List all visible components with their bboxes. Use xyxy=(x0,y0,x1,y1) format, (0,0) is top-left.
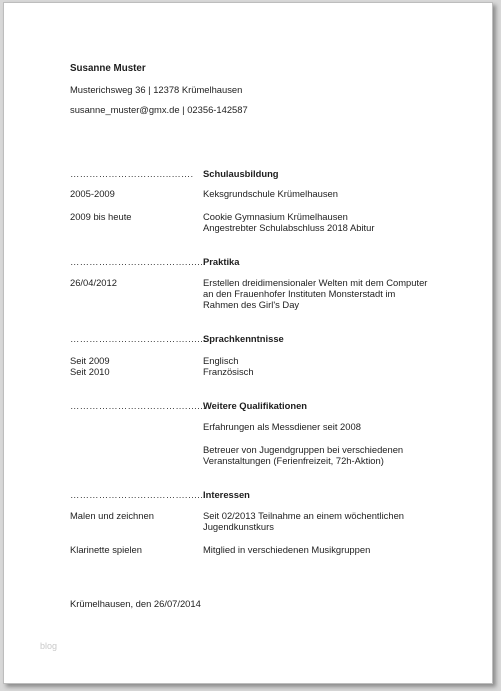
entry-date: 2009 bis heute xyxy=(70,211,132,222)
section-divider-dots: ……………………………….…... xyxy=(70,400,206,411)
section-divider-dots: ……………………………….…... xyxy=(70,333,206,344)
applicant-address: Musterichsweg 36 | 12378 Krümelhausen xyxy=(70,84,243,95)
entry-text: Erstellen dreidimensionaler Welten mit dem Computer xyxy=(203,277,428,288)
section-heading-interessen: Interessen xyxy=(203,489,250,500)
section-heading-praktika: Praktika xyxy=(203,256,240,267)
entry-text: Cookie Gymnasium Krümelhausen xyxy=(203,211,348,222)
entry-date: Klarinette spielen xyxy=(70,544,142,555)
section-heading-sprachkenntnisse: Sprachkenntnisse xyxy=(203,333,284,344)
entry-text: Veranstaltungen (Ferienfreizeit, 72h-Aktion) xyxy=(203,455,384,466)
entry-date: 2005-2009 xyxy=(70,188,115,199)
entry-text: Mitglied in verschiedenen Musikgruppen xyxy=(203,544,371,555)
entry-text: Angestrebter Schulabschluss 2018 Abitur xyxy=(203,222,375,233)
entry-text: Keksgrundschule Krümelhausen xyxy=(203,188,338,199)
entry-text: Englisch xyxy=(203,355,239,366)
section-heading-qualifikationen: Weitere Qualifikationen xyxy=(203,400,308,411)
entry-text: Rahmen des Girl's Day xyxy=(203,299,300,310)
entry-text: Seit 02/2013 Teilnahme an einem wöchentlichen xyxy=(203,510,405,521)
entry-date: Malen und zeichnen xyxy=(70,510,154,521)
cv-page xyxy=(3,2,493,684)
section-heading-schulausbildung: Schulausbildung xyxy=(203,168,279,179)
entry-text: Französisch xyxy=(203,366,254,377)
blog-watermark: blog xyxy=(40,641,58,651)
section-divider-dots: …………………………..……. xyxy=(70,168,194,179)
entry-date: 26/04/2012 xyxy=(70,277,117,288)
entry-text: Jugendkunstkurs xyxy=(203,521,274,532)
applicant-name: Susanne Muster xyxy=(70,63,146,74)
entry-date: Seit 2010 xyxy=(70,366,110,377)
applicant-contact: susanne_muster@gmx.de | 02356-142587 xyxy=(70,104,248,115)
section-divider-dots: ……………………………….…... xyxy=(70,256,206,267)
entry-date: Seit 2009 xyxy=(70,355,110,366)
entry-text: Erfahrungen als Messdiener seit 2008 xyxy=(203,421,361,432)
place-date: Krümelhausen, den 26/07/2014 xyxy=(70,598,201,609)
section-divider-dots: ……………………………….…... xyxy=(70,489,206,500)
entry-text: an den Frauenhofer Instituten Monsterstadt im xyxy=(203,288,396,299)
entry-text: Betreuer von Jugendgruppen bei verschiedenen xyxy=(203,444,404,455)
